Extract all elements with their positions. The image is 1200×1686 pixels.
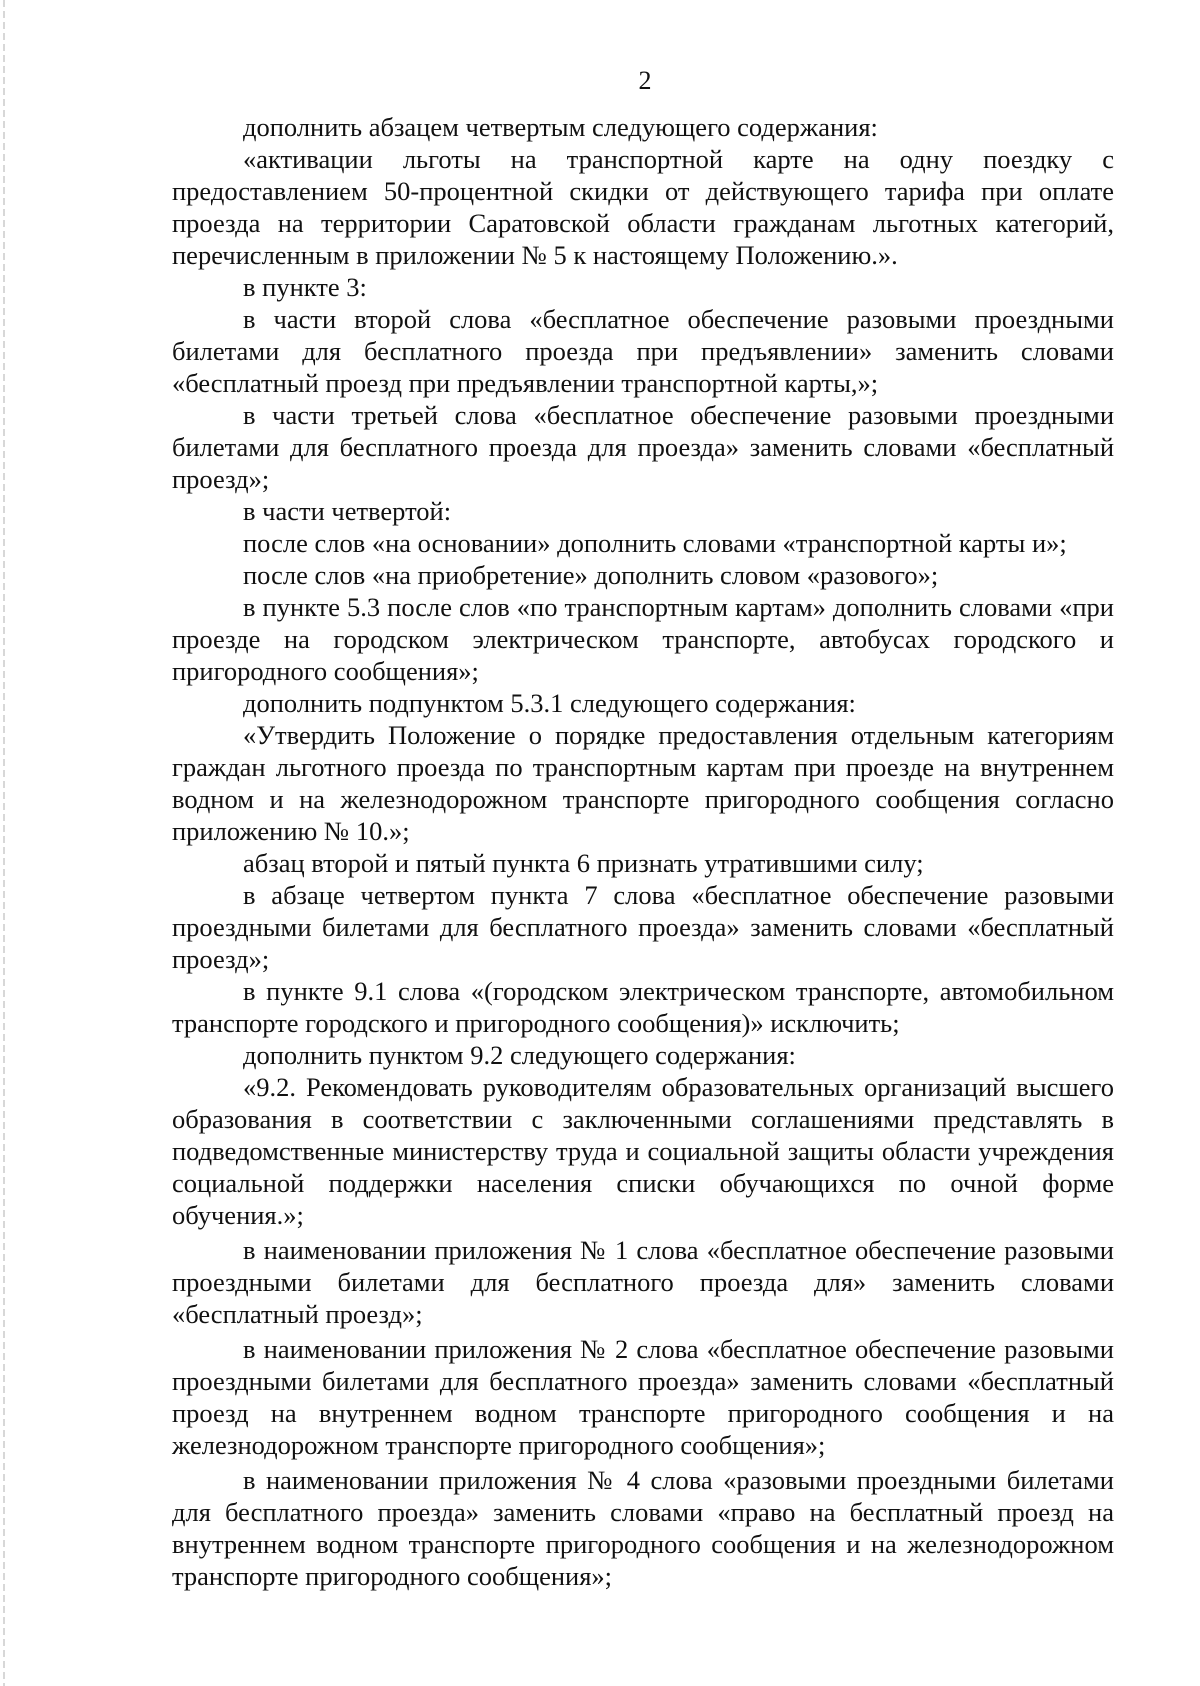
paragraph: в части третьей слова «бесплатное обеспечение разовыми проездными билетами для бесплатного проезда для проезда» заменить словами «бесплатный проезд»;	[172, 400, 1114, 494]
paragraph: в наименовании приложения № 4 слова «разовыми проездными билетами для бесплатного проезда» заменить словами «право на бесплатный проезд на внутреннем водном транспорте пригородного сообщения и на железнодорожном транспорте пригородного сообщения»;	[172, 1465, 1114, 1591]
paragraph: в пункте 9.1 слова «(городском электрическом транспорте, автомобильном транспорте городского и пригородного сообщения)» исключить;	[172, 976, 1114, 1038]
page-number: 2	[638, 66, 652, 95]
paragraph: в абзаце четвертом пункта 7 слова «бесплатное обеспечение разовыми проездными билетами для бесплатного проезда» заменить словами «бесплатный проезд»;	[172, 880, 1114, 974]
paragraph: «активации льготы на транспортной карте на одну поездку с предоставлением 50-процентной скидки от действующего тарифа при оплате проезда на территории Саратовской области гражданам льготных категорий, перечисленным в приложении № 5 к настоящему Положению.».	[172, 144, 1114, 270]
paragraph: в части второй слова «бесплатное обеспечение разовыми проездными билетами для бесплатного проезда при предъявлении» заменить словами «бесплатный проезд при предъявлении транспортной карты,»;	[172, 304, 1114, 398]
paragraph: после слов «на приобретение» дополнить словом «разового»;	[243, 560, 939, 590]
paragraph: «9.2. Рекомендовать руководителям образовательных организаций высшего образования в соответствии с заключенными соглашениями представлять в подведомственные министерству труда и социальной защиты области учреждения социальной поддержки населения списки обучающихся по очной форме обучения.»;	[172, 1072, 1114, 1230]
paragraph: в пункте 5.3 после слов «по транспортным картам» дополнить словами «при проезде на городском электрическом транспорте, автобусах городского и пригородного сообщения»;	[172, 592, 1114, 686]
document-body	[172, 111, 1114, 1592]
paragraph: дополнить подпунктом 5.3.1 следующего содержания:	[243, 688, 856, 718]
paragraph: дополнить абзацем четвертым следующего содержания:	[243, 112, 878, 142]
paragraph: в наименовании приложения № 1 слова «бесплатное обеспечение разовыми проездными билетами для бесплатного проезда для» заменить словами «бесплатный проезд»;	[172, 1235, 1114, 1329]
paragraph: в части четвертой:	[243, 496, 452, 526]
paragraph: «Утвердить Положение о порядке предоставления отдельным категориям граждан льготного проезда по транспортным картам при проезде на внутреннем водном и на железнодорожном транспорте пригородного сообщения согласно приложению № 10.»;	[172, 720, 1114, 846]
paragraph: после слов «на основании» дополнить словами «транспортной карты и»;	[243, 528, 1067, 558]
paragraph: в наименовании приложения № 2 слова «бесплатное обеспечение разовыми проездными билетами для бесплатного проезда» заменить словами «бесплатный проезд на внутреннем водном транспорте пригородного сообщения и на железнодорожном транспорте пригородного сообщения»;	[172, 1334, 1114, 1460]
scan-edge	[3, 0, 5, 1686]
paragraph: абзац второй и пятый пункта 6 признать утратившими силу;	[243, 848, 924, 878]
paragraph: дополнить пунктом 9.2 следующего содержания:	[243, 1040, 796, 1070]
paragraph: в пункте 3:	[243, 272, 367, 302]
